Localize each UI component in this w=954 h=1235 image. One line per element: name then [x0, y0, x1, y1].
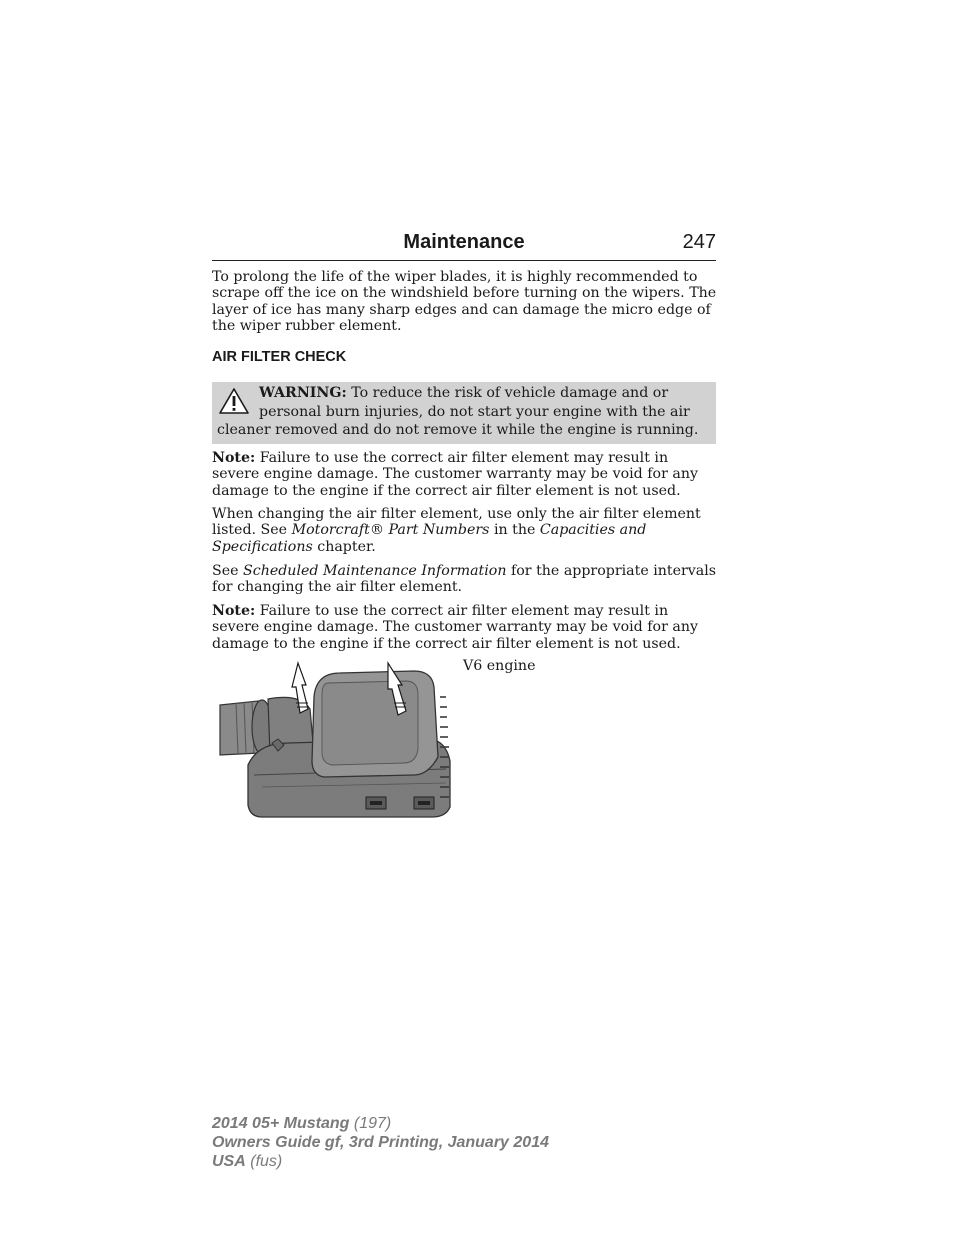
footer-line-1 [212, 1114, 549, 1133]
paragraph-text: in the [493, 522, 536, 539]
note-text: Failure to use the correct air filter element may result in severe engine damage. The customer warranty may be void for any damage to the engine if the correct air filter element is not used. [212, 450, 698, 499]
part-numbers-reference: Motorcraft® Part Numbers [291, 522, 490, 539]
note-paragraph-1 [212, 450, 717, 499]
warning-text [217, 384, 714, 440]
paragraph-text: See [212, 563, 239, 579]
capacities-chapter-reference: Capacities and Specifications [212, 522, 647, 555]
page-header [212, 230, 716, 261]
footer-market-code: (fus) [250, 1153, 283, 1170]
page-number: 247 [682, 231, 716, 253]
warning-label: WARNING: [259, 385, 347, 401]
note-paragraph-2 [212, 603, 717, 652]
scheduled-maintenance-reference: Scheduled Maintenance Information [243, 563, 507, 579]
footer-market: USA [212, 1153, 246, 1170]
page-footer [212, 1114, 549, 1171]
warning-line-1: To reduce the risk of vehicle damage and or [351, 385, 669, 401]
warning-line-3: cleaner removed and do not remove it while the engine is running. [217, 422, 699, 438]
intro-paragraph: To prolong the life of the wiper blades, it is highly recommended to scrape off the ice on the windshield before turning on the wipers. The layer of ice has many sharp edges and can damage the micro edge of the wiper rubber element. [212, 269, 717, 334]
footer-code: (197) [353, 1115, 392, 1132]
air-filter-housing-illustration [218, 657, 456, 823]
paragraph-text: chapter. [317, 538, 376, 555]
note-label: Note: [212, 450, 256, 466]
paragraph-text: for the appropriate intervals for changing the air filter element. [212, 563, 717, 596]
scheduled-maintenance-paragraph [212, 563, 717, 596]
footer-line-2: Owners Guide gf, 3rd Printing, January 2014 [212, 1134, 549, 1151]
warning-line-2: personal burn injuries, do not start your engine with the air [259, 403, 690, 420]
figure-caption: V6 engine [463, 658, 536, 674]
warning-box [212, 382, 716, 444]
section-title: AIR FILTER CHECK [212, 349, 347, 365]
paragraph-text: When changing the air filter element, use only the air filter element listed. See [212, 506, 701, 539]
footer-line-3 [212, 1152, 549, 1171]
note-text: Failure to use the correct air filter element may result in severe engine damage. The customer warranty may be void for any damage to the engine if the correct air filter element is not used. [212, 603, 698, 652]
chapter-title: Maintenance [403, 231, 525, 253]
changing-filter-paragraph [212, 506, 717, 555]
note-label: Note: [212, 603, 256, 619]
footer-model: 2014 05+ Mustang [212, 1115, 350, 1132]
